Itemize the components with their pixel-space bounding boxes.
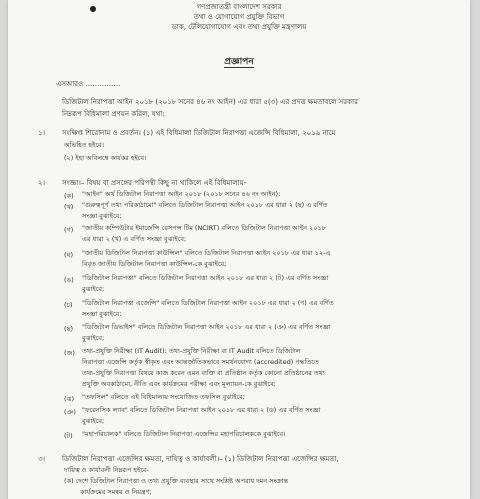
section-3 <box>38 454 339 465</box>
section-1 <box>38 128 335 139</box>
document-page <box>8 0 470 499</box>
definition-label: (জ) <box>64 349 75 357</box>
section-3-sub-2: কার্যক্রমের সমন্বয় ও নিয়ন্ত্রণ; <box>80 488 152 496</box>
intro-line-1: ডিজিটাল নিরাপত্তা আইন ২০১৮ (২০১৮ সনের ৪৬ নং আইন) এর ধারা ৫(৩) এর প্রদত্ত ক্ষমতাবলে সরকার <box>62 98 358 106</box>
section-1-text: সংক্ষিপ্ত শিরোনাম ও প্রবর্তন। (১) এই বিধিমালা ডিজিটাল নিরাপত্তা এজেন্সি বিধিমালা, ২০১৯ নামে <box>62 129 336 137</box>
section-2 <box>38 178 246 189</box>
section-2-number: ২। <box>38 179 46 187</box>
definition-label: (ছ) <box>64 325 74 333</box>
letterhead <box>8 2 470 32</box>
definition-item: "জাতীয় ডিজিটাল নিরাপত্তা কাউন্সিল" বলিতে ডিজিটাল নিরাপত্তা আইন ২০১৮ এর ধারা ১২-এ বিবৃত জাতীয় ডিজিটাল নিরাপত্তা কাউন্সিল-কে বুঝাইবে; <box>82 249 331 268</box>
section-1-cont: অভিহিত হইবে। <box>64 141 104 149</box>
definition-label: (ট) <box>64 432 73 440</box>
section-1-sub-2: (২) ইহা অবিলম্বে কার্যকর হইবে। <box>64 154 147 162</box>
definition-item: "ডিজিটাল নিরাপত্তা" বলিতে ডিজিটাল নিরাপত্তা আইন ২০১৮ এর ধারা ২ (ট) এর বর্ণিত সংজ্ঞা বুঝাইবে; <box>82 274 329 293</box>
section-1-number: ১। <box>38 129 46 137</box>
notification-title: প্রজ্ঞাপন <box>224 57 254 67</box>
section-2-text: সংজ্ঞা।– বিষয় বা প্রসঙ্গের পরিপন্থী কিছু না থাকিলে এই বিধিমালায়- <box>62 179 247 187</box>
definition-item: "গুরুত্বপূর্ণ তথ্য পরিকাঠামো" বলিতে ডিজিটাল নিরাপত্তা আইন ২০১৮ এর ধারা ২ (ছ) এ বর্ণিত সংজ্ঞা বুঝাইবে; <box>82 201 328 220</box>
definition-label: (গ) <box>64 226 74 234</box>
definition-item: "জাতীয় কম্পিউটার ইমার্জেন্সি রেসপন্স টিম (NCIRT) বলিতে ডিজিটাল নিরাপত্তা আইন ২০১৮ এর ধারা ২ (খ) এ বর্ণিত সংজ্ঞা বুঝাইবে; <box>82 224 326 243</box>
sro-number: এসআরও …………… <box>56 80 121 88</box>
letterhead-line-1: গণপ্রজাতন্ত্রী বাংলাদেশ সরকার <box>196 3 282 11</box>
definition-item: "ফরেনসিক ল্যাব" বলিতে ডিজিটাল নিরাপত্তা আইন ২০১৮ এর ধারা ২ (ড) এর বর্ণিত সংজ্ঞা বুঝাইবে; <box>82 406 321 425</box>
definition-label: (খ) <box>64 203 74 211</box>
definition-item: "ডিজিটাল নিরাপত্তা এজেন্সি" বলিতে ডিজিটাল নিরাপত্তা আইন ২০১৮ এর ধারা ২ (ণ) এর বর্ণিত সংজ্ঞা বুঝাইবে; <box>82 299 334 318</box>
definition-item: "ডিজিটাল ডিভাইস" বলিতে ডিজিটাল নিরাপত্তা আইন ২০১৮ এর ধারা ২ (ঞ) এর বর্ণিত সংজ্ঞা বুঝাইবে; <box>82 323 331 342</box>
letterhead-line-3: ডাক, টেলিযোগাযোগ এবং তথ্য প্রযুক্তি মন্ত্রণালয় <box>171 23 307 31</box>
definition-item: "আইন" অর্থ ডিজিটাল নিরাপত্তা আইন ২০১৮ (২০১৮ সনের ৪৬ নং আইন); <box>82 190 281 198</box>
definition-item: "মহাপরিচালক" বলিতে ডিজিটাল নিরাপত্তা এজেন্সির মহাপরিচালককে বুঝাইবে। <box>82 430 286 438</box>
definition-label: (ঞ) <box>64 408 76 416</box>
section-3-number: ৩। <box>38 455 46 463</box>
section-3-sub: (ক) দেশে ডিজিটাল নিরাপত্তা ও তথ্য প্রযুক্তি ব্যবস্থার সাথে সংশ্লিষ্ট অপরাধ দমন সংক্রান্ত <box>64 477 289 485</box>
section-3-cont: দায়িত্ব ও কার্যাবলী নিম্নরূপ হইবে- <box>64 466 149 474</box>
definition-item: তথ্য-প্রযুক্তি নিরীক্ষা (IT Audit): তথ্য-প্রযুক্তি নিরীক্ষা বা IT Audit বলিতে ডিজিটাল নিরাপত্তা এজেন্সি কর্তৃক স্বীকৃত এবং আন্তর্জাতিকভাবে সমর্থনযোগ্য (accredited) পদ্ধতিতে তথ্য-প্রযুক্তি নিরাপত্তা বিষয়ে কাজ করেন এমন ব্যক্তি বা প্রতিষ্ঠান কর্তৃক কোনো প্রতিষ্ঠানের তথ্য প্রযুক্তি অবকাঠামো, নীতি এবং কার্যক্রমের পরীক্ষা এবং মূল্যায়ন-কে বুঝাইবে; <box>82 347 325 388</box>
intro-line-2: নিম্নরূপ বিধিমালা প্রণয়ন করিল, যথা: <box>62 110 165 118</box>
intro-paragraph <box>62 96 422 120</box>
letterhead-line-2: তথ্য ও যোগাযোগ প্রযুক্তি বিভাগ <box>193 13 285 21</box>
definition-label: (ঘ) <box>64 251 74 259</box>
definition-item: "তফসিল" বলিতে এই বিধিমালায় সংযোজিত তফসিল বুঝাইবে; <box>82 393 245 401</box>
definition-label: (ঙ) <box>64 276 74 284</box>
definition-label: (চ) <box>64 301 73 309</box>
definition-label: (ঝ) <box>64 395 74 403</box>
section-3-text: ডিজিটাল নিরাপত্তা এজেন্সির ক্ষমতা, দায়িত্ব ও কার্যাবলী।– (১) ডিজিটাল নিরাপত্তা এজেন্সির ক্ষমতা, <box>62 455 339 463</box>
definition-label: (ক) <box>64 192 74 200</box>
